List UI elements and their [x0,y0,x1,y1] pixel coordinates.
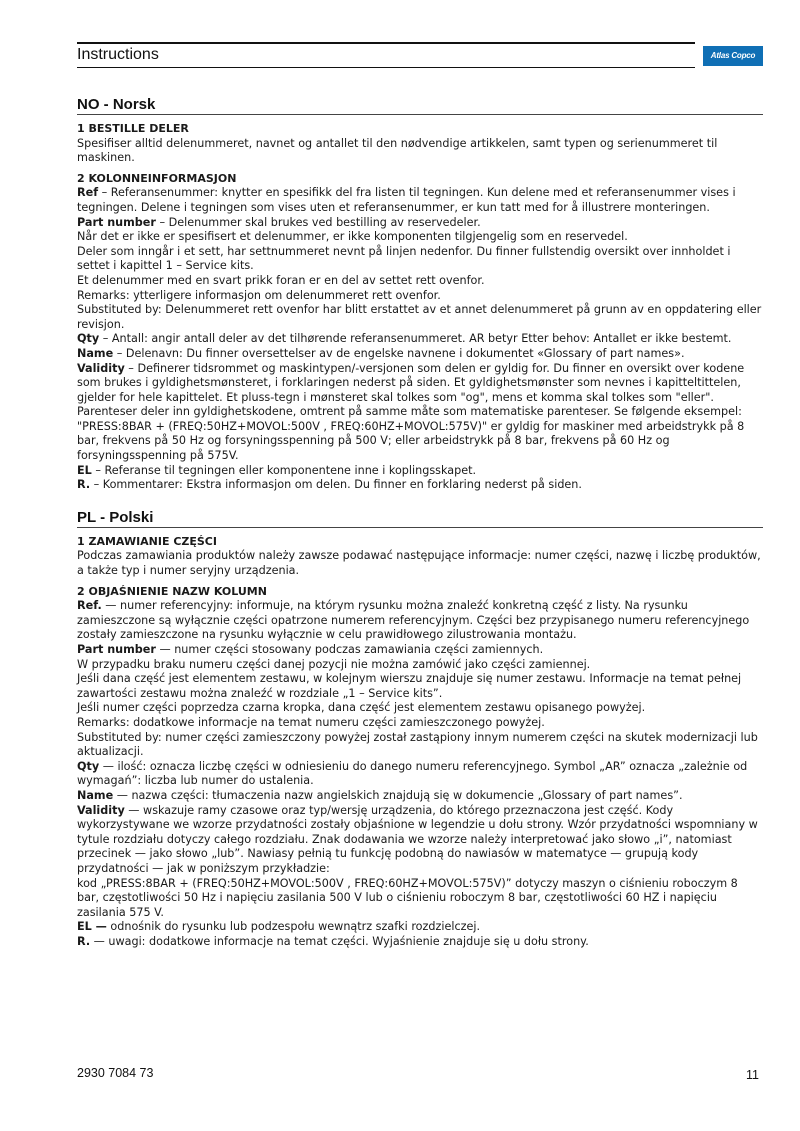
el-label-pl: EL — [77,920,107,934]
info-line-no-4: Remarks: ytterligere informasjon om delenummeret rett ovenfor. [77,288,441,302]
info-line-no-1: Når det er ikke er spesifisert et delenummer, er ikke komponenten tilgjengelig som en reservedel. [77,230,628,244]
part-number-text-pl: — numer części stosowany podczas zamawiania części zamiennych. [155,643,544,656]
name-label-no: Name [77,346,114,360]
page-number: 11 [746,1068,759,1082]
section-heading-norsk: NO - Norsk [77,96,763,115]
qty-line-pl [77,760,763,789]
block-ordering-pl [77,535,763,579]
subheading-columns-pl: 2 OBJAŚNIENIE NAZW KOLUMN [77,584,267,598]
qty-text-pl: — ilość: oznacza liczbę części w odniesieniu do danego numeru referencyjnego. Symbol „AR” oznacza „zależnie od wymagań”: liczba lub numer do ustalenia. [77,759,748,788]
info-line-no-3: Et delenummer med en svart prikk foran er en del av settet rett ovenfor. [77,273,485,287]
part-number-line-pl [77,643,763,658]
part-number-label-no: Part number [77,215,156,229]
subheading-columns-no: 2 KOLONNEINFORMASJON [77,171,237,185]
validity-example-no: "PRESS:8BAR + (FREQ:50HZ+MOVOL:500V , FREQ:60HZ+MOVOL:575V)" er gyldig for maskiner med arbeidstrykk på 8 bar, frekvens på 50 Hz og forsyningsspenning på 500 V; eller arbeidstrykk på 8 bar, frekvens på 60 Hz og forsyningsspenning på 575V. [77,419,745,463]
info-line-pl-1: W przypadku braku numeru części danej pozycji nie można zamówić jako części zamiennej. [77,657,591,671]
remarks-line-pl [77,935,763,950]
name-label-pl: Name [77,788,114,802]
el-label-no: EL [77,463,92,477]
block-columns-pl [77,585,763,950]
validity-line-no [77,362,763,420]
remarks-text-pl: — uwagi: dodatkowe informacje na temat części. Wyjaśnienie znajduje się u dołu strony. [90,934,589,948]
qty-label-pl: Qty [77,759,100,773]
name-text-pl: — nazwa części: tłumaczenia nazw angielskich znajdują się w dokumencie „Glossary of part names”. [113,788,683,802]
ordering-text-no: Spesifiser alltid delenummeret, navnet og antallet til den nødvendige artikkelen, samt typen og serienummeret til maskinen. [77,136,718,165]
info-line-pl-5: Substituted by: numer części zamieszczony powyżej został zastąpiony innym numerem części na skutek modernizacji lub aktualizacji. [77,730,758,759]
atlas-copco-logo: Atlas Copco [703,46,763,66]
name-line-no [77,347,763,362]
name-text-no: – Delenavn: Du finner oversettelser av de engelske navnene i dokumentet «Glossary of part names». [113,346,685,360]
document-number: 2930 7084 73 [77,1066,154,1080]
el-line-no [77,464,763,479]
section-heading-polski: PL - Polski [77,509,763,528]
ref-label-pl: Ref. [77,599,102,613]
remarks-line-no [77,478,763,493]
section-polski [77,509,763,950]
el-line-pl [77,920,763,935]
el-text-no: – Referanse til tegningen eller komponentene inne i koplingsskapet. [91,463,477,477]
info-line-no-2: Deler som inngår i et sett, har settnummeret nevnt på linjen nedenfor. Du finner fullstendig oversikt over innholdet i settet i kapittel 1 – Service kits. [77,244,731,273]
validity-label-pl: Validity [77,803,125,817]
header-rule-bottom [77,67,695,68]
ref-line-pl [77,599,763,643]
info-line-pl-4: Remarks: dodatkowe informacje na temat numeru części zamieszczonego powyżej. [77,715,545,729]
block-ordering-no [77,122,763,166]
block-columns-no [77,172,763,493]
remarks-text-no: – Kommentarer: Ekstra informasjon om delen. Du finner en forklaring nederst på siden. [90,478,582,492]
ordering-text-pl: Podczas zamawiania produktów należy zawsze podawać następujące informacje: numer części, nazwę i liczbę produktów, a także typ i numer seryjny urządzenia. [77,549,761,578]
validity-example-pl: kod „PRESS:8BAR + (FREQ:50HZ+MOVOL:500V , FREQ:60HZ+MOVOL:575V)” dotyczy maszyn o ciśnieniu roboczym 8 bar, częstotliwości 50 Hz i napięciu zasilania 500 V lub o ciśnieniu roboczym 8 bar, częstotliwości 60 HZ i napięciu zasilania 575 V. [77,876,738,919]
ref-text-no: – Referansenummer: knytter en spesifikk del fra listen til tegningen. Kun delene med et referansenummer vises i tegningen. Delene i tegningen som vises uten et referansenummer, er kun tatt med for å illustrere monteringen. [77,186,736,214]
name-line-pl [77,789,763,804]
qty-text-no: – Antall: angir antall deler av det tilhørende referansenummeret. AR betyr Etter behov: Antallet er ikke bestemt. [99,332,732,346]
part-number-label-pl: Part number [77,643,156,656]
subheading-ordering-pl: 1 ZAMAWIANIE CZĘŚCI [77,534,217,548]
page-header-title: Instructions [77,46,159,63]
part-number-text-no: – Delenummer skal brukes ved bestilling av reservedeler. [155,215,481,229]
validity-text-pl: — wskazuje ramy czasowe oraz typ/wersję urządzenia, do którego przeznaczona jest część. Kody wykorzystywane we wzorze przydatności zostały objaśnione w legendzie u dołu strony. Wzór przydatności wspomniany w tytule rozdziału dotyczy całego rozdziału. Znak dodawania we wzorze należy interpretować jako słowo „i”, natomiast przecinek — jako słowo „lub”. Nawiasy pełnią tu funkcję podobną do nawiasów w matematyce — grupują kody przydatności — jak w poniższym przykładzie: [77,803,758,875]
validity-label-no: Validity [77,361,125,375]
header-rule-top [77,42,695,44]
qty-line-no [77,332,763,347]
page-content [77,96,763,955]
info-line-pl-3: Jeśli numer części poprzedza czarna kropka, dana część jest elementem zestawu opisanego powyżej. [77,701,646,715]
remarks-label-pl: R. [77,934,91,948]
ref-label-no: Ref [77,186,99,200]
subheading-ordering-no: 1 BESTILLE DELER [77,122,189,135]
info-line-no-5: Substituted by: Delenummeret rett ovenfor har blitt erstattet av et annet delenummeret på grunn av en oppdatering eller revisjon. [77,303,762,331]
section-spacer [77,499,763,509]
ref-line-no [77,186,763,215]
el-text-pl: odnośnik do rysunku lub podzespołu wewnątrz szafki rozdzielczej. [106,920,481,934]
remarks-label-no: R. [77,478,91,492]
section-norsk [77,96,763,493]
info-line-pl-2: Jeśli dana część jest elementem zestawu, w kolejnym wierszu znajduje się numer zestawu. Informacje na temat pełnej zawartości zestawu można znaleźć w rozdziale „1 – Service kits”. [77,672,742,700]
validity-text-no: – Definerer tidsrommet og maskintypen/-versjonen som delen er gyldig for. Du finner en oversikt over kodene som brukes i gyldighetsmønsteret, i forklaringen nederst på siden. Et gyldighetsmønster som nevnes i kapitteltittelen, gjelder for hele kapittelet. Et pluss-tegn i mønsteret skal tolkes som "og", mens et komma skal tolkes som "eller". Parenteser deler inn gyldighetskodene, omtrent på samme måte som matematiske parenteser. Se følgende eksempel: [77,361,745,419]
part-number-line-no [77,216,763,231]
qty-label-no: Qty [77,332,100,346]
ref-text-pl: — numer referencyjny: informuje, na którym rysunku można znaleźć konkretną część z listy. Na rysunku zamieszczone są wyłącznie części opatrzone numerem referencyjnym. Części bez przypisanego numeru referencyjnego zostały zamieszczone na rysunku wyłącznie w celu prawidłowego zilustrowania montażu. [77,599,750,642]
validity-line-pl [77,804,763,877]
